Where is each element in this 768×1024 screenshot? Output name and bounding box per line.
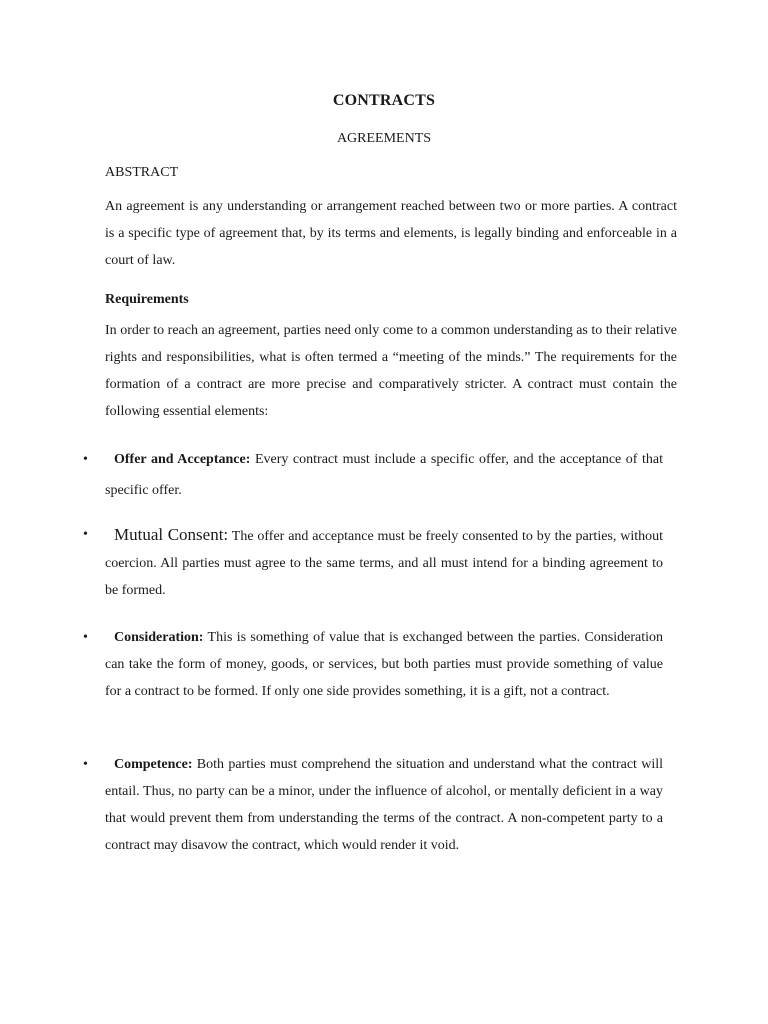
bullet-dot-icon: • xyxy=(83,527,88,542)
bullet-term: Mutual Consent: xyxy=(114,525,229,544)
bullet-offer-acceptance xyxy=(83,444,664,506)
bullet-dot-icon: • xyxy=(83,757,88,772)
bullet-text: This is something of value that is exchanged between the parties. Consideration can take the form of money, goods, or services, but both parties must provide something of value for a contract to be formed. If only one side provides something, it is a gift, not a contract. xyxy=(105,630,663,699)
bullet-dot-icon: • xyxy=(83,630,88,645)
requirements-heading: Requirements xyxy=(105,292,189,307)
abstract-paragraph: An agreement is any understanding or arrangement reached between two or more parties. A contract is a specific type of agreement that, by its terms and elements, is legally binding and enforceable in a court of law. xyxy=(105,199,677,268)
bullet-text: The offer and acceptance must be freely consented to by the parties, without coercion. All parties must agree to the same terms, and all must intend for a binding agreement to be formed. xyxy=(105,529,663,598)
bullet-text: Both parties must comprehend the situation and understand what the contract will entail. Thus, no party can be a minor, under the influence of alcohol, or mentally deficient in a way that would prevent them from understanding the terms of the contract. A non-competent party to a contract may disavow the contract, which would render it void. xyxy=(105,757,663,853)
requirements-paragraph: In order to reach an agreement, parties need only come to a common understanding as to their relative rights and responsibilities, what is often termed a “meeting of the minds.” The requirements for the formation of a contract are more precise and comparatively stricter. A contract must contain the following essential elements: xyxy=(105,323,677,419)
bullet-competence xyxy=(83,751,663,859)
bullet-mutual-consent xyxy=(83,521,663,604)
bullet-term: Competence: xyxy=(114,757,193,772)
bullet-term: Offer and Acceptance: xyxy=(114,452,251,467)
abstract-heading: ABSTRACT xyxy=(105,165,179,180)
bullet-term: Consideration: xyxy=(114,630,204,645)
document-subtitle: AGREEMENTS xyxy=(336,131,432,146)
bullet-consideration xyxy=(83,624,663,705)
bullet-text: Every contract must include a specific offer, and the acceptance of that specific offer. xyxy=(105,452,664,498)
document-title: CONTRACTS xyxy=(332,92,436,109)
bullet-dot-icon: • xyxy=(83,452,88,467)
